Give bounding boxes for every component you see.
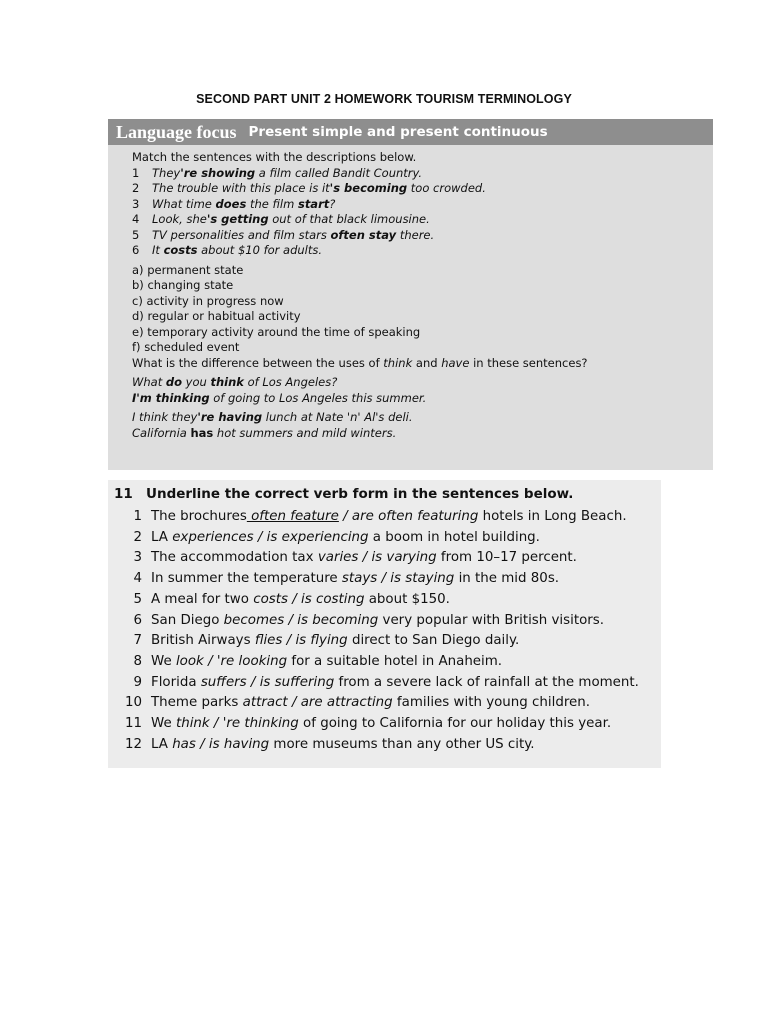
option-separator: /: [253, 529, 267, 545]
verb-option: look: [175, 653, 204, 669]
exercise-item-text: a boom in hotel building.: [368, 529, 540, 545]
exercise-item-text: British Airways: [151, 633, 255, 649]
exercise-item-text: in the mid 80s.: [454, 571, 560, 587]
language-focus-heading: Language focus: [116, 121, 237, 142]
exercise-item-text: of going to California for our holiday this year.: [298, 716, 612, 732]
option-separator: /: [377, 571, 391, 587]
exercise-item-text: A meal for two: [151, 591, 254, 607]
exercise-item-text: Florida: [151, 674, 201, 690]
description-item: b) changing state: [132, 278, 234, 292]
exercise-item-number: 8: [133, 653, 142, 669]
exercise-item-number: 10: [124, 695, 142, 711]
description-item: d) regular or habitual activity: [132, 309, 301, 323]
option-separator: /: [209, 716, 223, 732]
example-sentence: I'm thinking of going to Los Angeles this summer.: [132, 390, 427, 405]
option-separator: /: [195, 736, 209, 752]
exercise-item-text: from 10–17 percent.: [436, 550, 577, 566]
sentence-item: 1 They're showing a film called Bandit Country.: [132, 165, 423, 180]
verb-option: is having: [208, 736, 270, 752]
verb-option: stays: [341, 571, 378, 587]
exercise-item: [108, 528, 661, 549]
example-sentence: California has hot summers and mild winters.: [132, 425, 397, 440]
verb-option: attract: [242, 695, 288, 711]
exercise-item: [108, 548, 661, 569]
description-item: c) activity in progress now: [132, 293, 284, 308]
exercise-item-number: 7: [133, 633, 142, 649]
exercise-item-text: San Diego: [151, 612, 224, 628]
language-focus-subheading: Present simple and present continuous: [248, 124, 548, 140]
exercise-item-number: 9: [133, 674, 142, 690]
verb-option: flies: [254, 633, 283, 649]
verb-option: are often featuring: [351, 509, 479, 524]
exercise-item-number: 11: [124, 716, 142, 732]
exercise-item: [108, 693, 661, 714]
verb-option: is costing: [301, 591, 365, 607]
exercise-item-number: 3: [133, 550, 142, 566]
sentence-item: 6 It costs about $10 for adults.: [132, 243, 323, 257]
verb-option: is varying: [371, 550, 437, 566]
option-separator: /: [203, 653, 217, 669]
verb-option: 're looking: [216, 653, 288, 669]
exercise-item-number: 2: [133, 529, 142, 545]
example-sentence: What do you think of Los Angeles?: [132, 375, 338, 389]
exercise-item-text: We: [151, 653, 176, 669]
instruction-text: Match the sentences with the descriptions below.: [132, 150, 417, 164]
exercise-item-text: Theme parks: [151, 695, 243, 711]
exercise-item-text: LA: [151, 529, 173, 545]
exercise-list: [108, 502, 661, 755]
exercise-item: [108, 611, 661, 632]
verb-option: think: [175, 716, 210, 732]
exercise-item: [108, 507, 661, 528]
verb-option: is experiencing: [266, 529, 369, 545]
example-sentence: I think they're having lunch at Nate 'n' Al's deli.: [132, 410, 413, 424]
exercise-item: [108, 631, 661, 652]
description-item: e) temporary activity around the time of speaking: [132, 324, 421, 339]
option-separator: /: [284, 612, 298, 628]
option-separator: /: [287, 591, 301, 607]
verb-option: often feature: [246, 509, 339, 524]
option-separator: /: [338, 509, 352, 524]
verb-option: experiences: [172, 529, 254, 545]
exercise-item-text: very popular with British visitors.: [378, 612, 605, 628]
exercise-item-text: for a suitable hotel in Anaheim.: [287, 653, 503, 669]
verb-option: has: [172, 736, 196, 752]
exercise-item-number: 12: [124, 736, 142, 752]
exercise-item-text: The brochures: [151, 509, 247, 524]
option-separator: /: [246, 674, 260, 690]
verb-option: varies: [317, 550, 359, 566]
language-focus-header: [108, 119, 713, 145]
description-item: a) permanent state: [132, 262, 244, 277]
exercise-item-text: The accommodation tax: [151, 550, 318, 566]
exercise-item-text: more museums than any other US city.: [269, 736, 535, 752]
sentence-item: 2 The trouble with this place is it's becoming too crowded.: [132, 181, 486, 195]
option-separator: /: [358, 550, 372, 566]
exercise-item: [108, 590, 661, 611]
verb-option: costs: [253, 591, 288, 607]
verb-option: suffers: [200, 674, 247, 690]
verb-option: are attracting: [300, 695, 393, 711]
exercise-item-text: In summer the temperature: [151, 571, 342, 587]
exercise-item: [108, 714, 661, 735]
verb-option: is suffering: [259, 674, 335, 690]
exercise-item-text: LA: [151, 736, 173, 752]
verb-option: 're thinking: [222, 716, 299, 732]
verb-option: is becoming: [297, 612, 379, 628]
exercise-item-text: direct to San Diego daily.: [347, 633, 520, 649]
exercise-item-number: 4: [133, 571, 142, 587]
exercise-item-text: hotels in Long Beach.: [478, 509, 627, 524]
exercise-item-number: 6: [133, 612, 142, 628]
exercise-item-text: families with young children.: [392, 695, 591, 711]
option-separator: /: [287, 695, 301, 711]
verb-option: is flying: [295, 633, 348, 649]
sentence-item: 3 What time does the film start?: [132, 196, 336, 211]
exercise-item-text: about $150.: [364, 591, 450, 607]
exercise-item: [108, 652, 661, 673]
exercise-item-text: We: [151, 716, 176, 732]
exercise-scan: [108, 480, 661, 768]
exercise-item-number: 5: [133, 591, 142, 607]
exercise-item: [108, 673, 661, 694]
verb-option: is staying: [390, 571, 455, 587]
sentence-item: 5 TV personalities and film stars often stay there.: [132, 227, 435, 242]
description-item: f) scheduled event: [132, 340, 240, 354]
verb-option: becomes: [223, 612, 285, 628]
sentence-item: 4 Look, she's getting out of that black limousine.: [132, 212, 430, 226]
language-focus-scan: [108, 119, 713, 470]
page-title: SECOND PART UNIT 2 HOMEWORK TOURISM TERMINOLOGY: [196, 92, 572, 106]
exercise-item-text: from a severe lack of rainfall at the moment.: [334, 674, 639, 690]
exercise-item-number: 1: [133, 509, 142, 524]
exercise-title: 11 Underline the correct verb form in the sentences below.: [114, 486, 574, 502]
question-text: What is the difference between the uses of think and have in these sentences?: [132, 355, 588, 370]
option-separator: /: [282, 633, 296, 649]
exercise-item: [108, 735, 661, 756]
exercise-item: [108, 569, 661, 590]
